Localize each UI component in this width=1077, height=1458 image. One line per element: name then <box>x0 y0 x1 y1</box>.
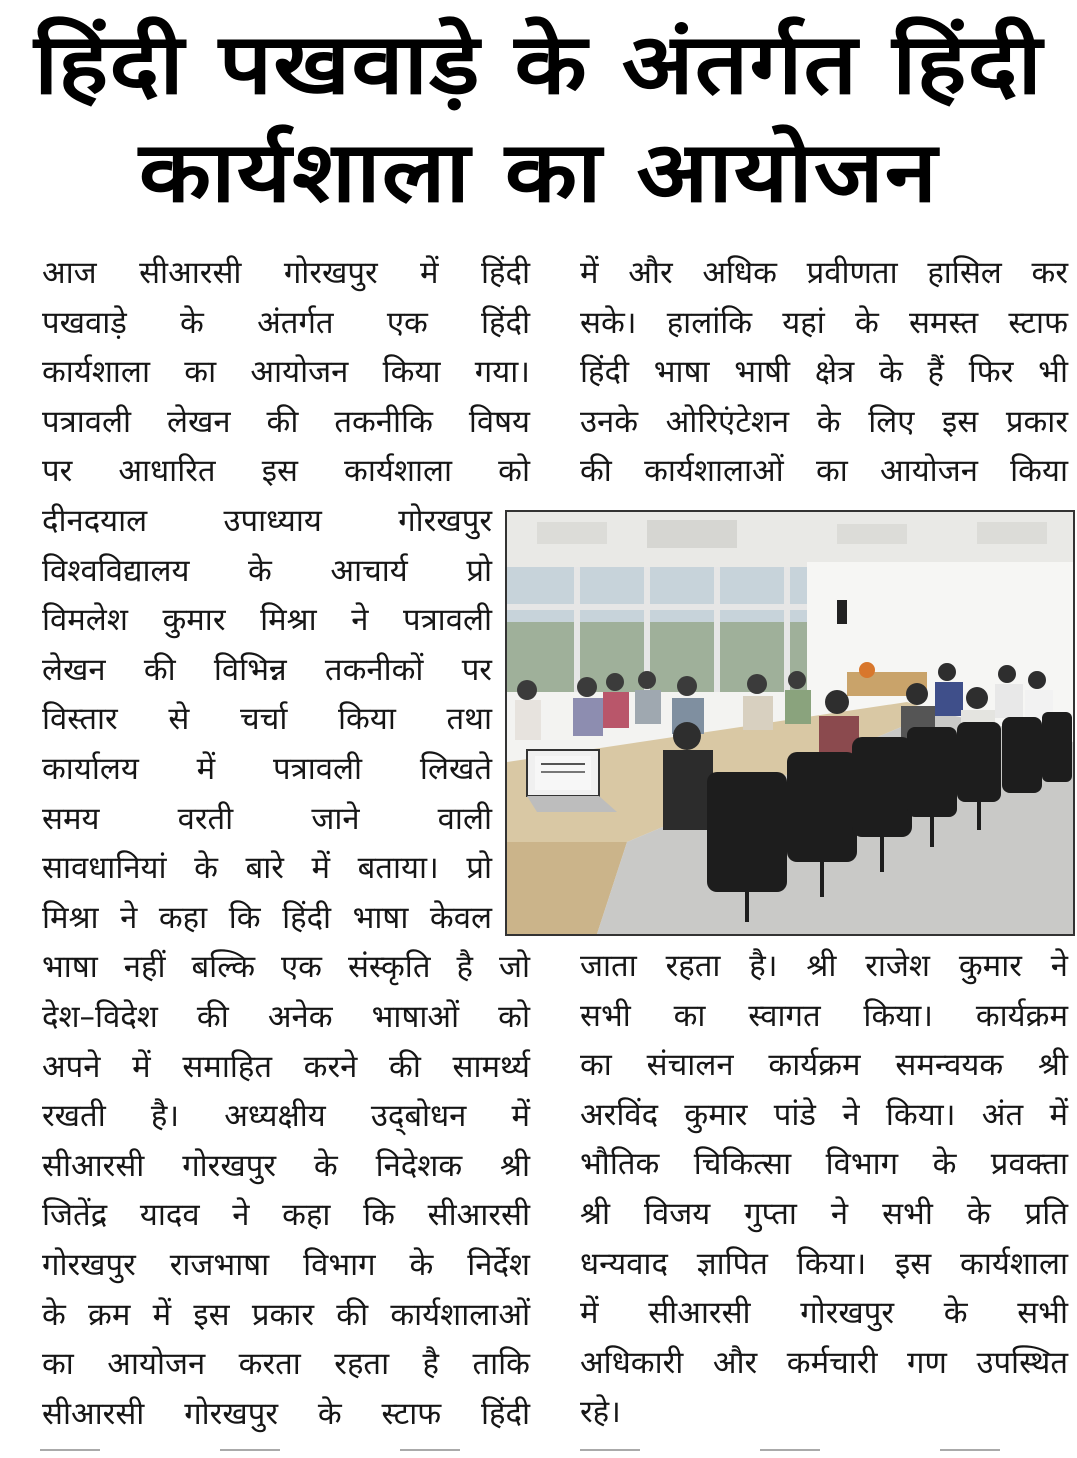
left-col-line: पत्रावली लेखन की तकनीकि विषय <box>42 403 530 440</box>
conference-room-image <box>507 512 1073 934</box>
left-col-line: मिश्रा ने कहा कि हिंदी भाषा केवल <box>42 899 492 936</box>
right-bottom-line: रहे। <box>580 1394 621 1431</box>
left-col-line: के क्रम में इस प्रकार की कार्यशालाओं <box>42 1296 530 1333</box>
left-col-line: कार्यालय में पत्रावली लिखते <box>42 751 492 787</box>
left-col-line: देश–विदेश की अनेक भाषाओं को <box>42 999 530 1035</box>
right-bottom-line: सभी का स्वागत किया। कार्यक्रम <box>580 997 1068 1034</box>
left-col-line: सावधानियां के बारे में बताया। प्रो <box>42 850 492 887</box>
right-bottom-line: धन्यवाद ज्ञापित किया। इस कार्यशाला <box>580 1245 1068 1282</box>
workshop-photo <box>505 510 1075 936</box>
right-top-line: सके। हालांकि यहां के समस्त स्टाफ <box>580 304 1068 341</box>
left-col-line: दीनदयाल उपाध्याय गोरखपुर <box>42 503 492 539</box>
left-col-line: सीआरसी गोरखपुर के निदेशक श्री <box>42 1147 530 1184</box>
left-col-line: विश्वविद्यालय के आचार्य प्रो <box>42 552 492 589</box>
right-bottom-line: का संचालन कार्यक्रम समन्वयक श्री <box>580 1047 1068 1084</box>
headline-line-1: हिंदी पखवाड़े के अंतर्गत हिंदी <box>33 15 1044 113</box>
left-col-line: विस्तार से चर्चा किया तथा <box>42 701 492 738</box>
left-col-line: विमलेश कुमार मिश्रा ने पत्रावली <box>42 602 492 639</box>
left-col-line: जितेंद्र यादव ने कहा कि सीआरसी <box>42 1197 530 1234</box>
right-bottom-line: जाता रहता है। श्री राजेश कुमार ने <box>580 948 1068 984</box>
left-col-line: लेखन की विभिन्न तकनीकों पर <box>42 651 492 688</box>
right-bottom-line: अरविंद कुमार पांडे ने किया। अंत में <box>580 1096 1068 1133</box>
left-col-line: अपने में समाहित करने की सामर्थ्य <box>42 1048 530 1085</box>
right-top-line: हिंदी भाषा भाषी क्षेत्र के हैं फिर भी <box>580 354 1068 391</box>
left-col-line: का आयोजन करता रहता है ताकि <box>42 1346 530 1383</box>
left-col-line: कार्यशाला का आयोजन किया गया। <box>42 354 530 391</box>
bottom-rule <box>40 1448 1040 1452</box>
left-col-line: समय वरती जाने वाली <box>42 800 492 837</box>
left-col-line: रखती है। अध्यक्षीय उद्‌बोधन में <box>42 1098 530 1135</box>
left-col-line: आज सीआरसी गोरखपुर में हिंदी <box>42 255 530 291</box>
right-bottom-line: भौतिक चिकित्सा विभाग के प्रवक्ता <box>580 1146 1068 1183</box>
left-col-line: सीआरसी गोरखपुर के स्टाफ हिंदी <box>42 1395 530 1432</box>
right-top-line: में और अधिक प्रवीणता हासिल कर <box>580 255 1068 291</box>
right-bottom-line: में सीआरसी गोरखपुर के सभी <box>580 1295 1068 1332</box>
left-col-line: पखवाड़े के अंतर्गत एक हिंदी <box>42 304 530 341</box>
right-top-line: उनके ओरिएंटेशन के लिए इस प्रकार <box>580 403 1068 440</box>
headline-line-2: कार्यशाला का आयोजन <box>138 123 939 221</box>
left-col-line: भाषा नहीं बल्कि एक संस्कृति है जो <box>42 949 530 986</box>
right-bottom-line: श्री विजय गुप्ता ने सभी के प्रति <box>580 1196 1068 1232</box>
left-col-line: पर आधारित इस कार्यशाला को <box>42 453 530 490</box>
right-bottom-line: अधिकारी और कर्मचारी गण उपस्थित <box>580 1344 1068 1381</box>
left-col-line: गोरखपुर राजभाषा विभाग के निर्देश <box>42 1247 530 1283</box>
right-top-line: की कार्यशालाओं का आयोजन किया <box>580 453 1068 490</box>
